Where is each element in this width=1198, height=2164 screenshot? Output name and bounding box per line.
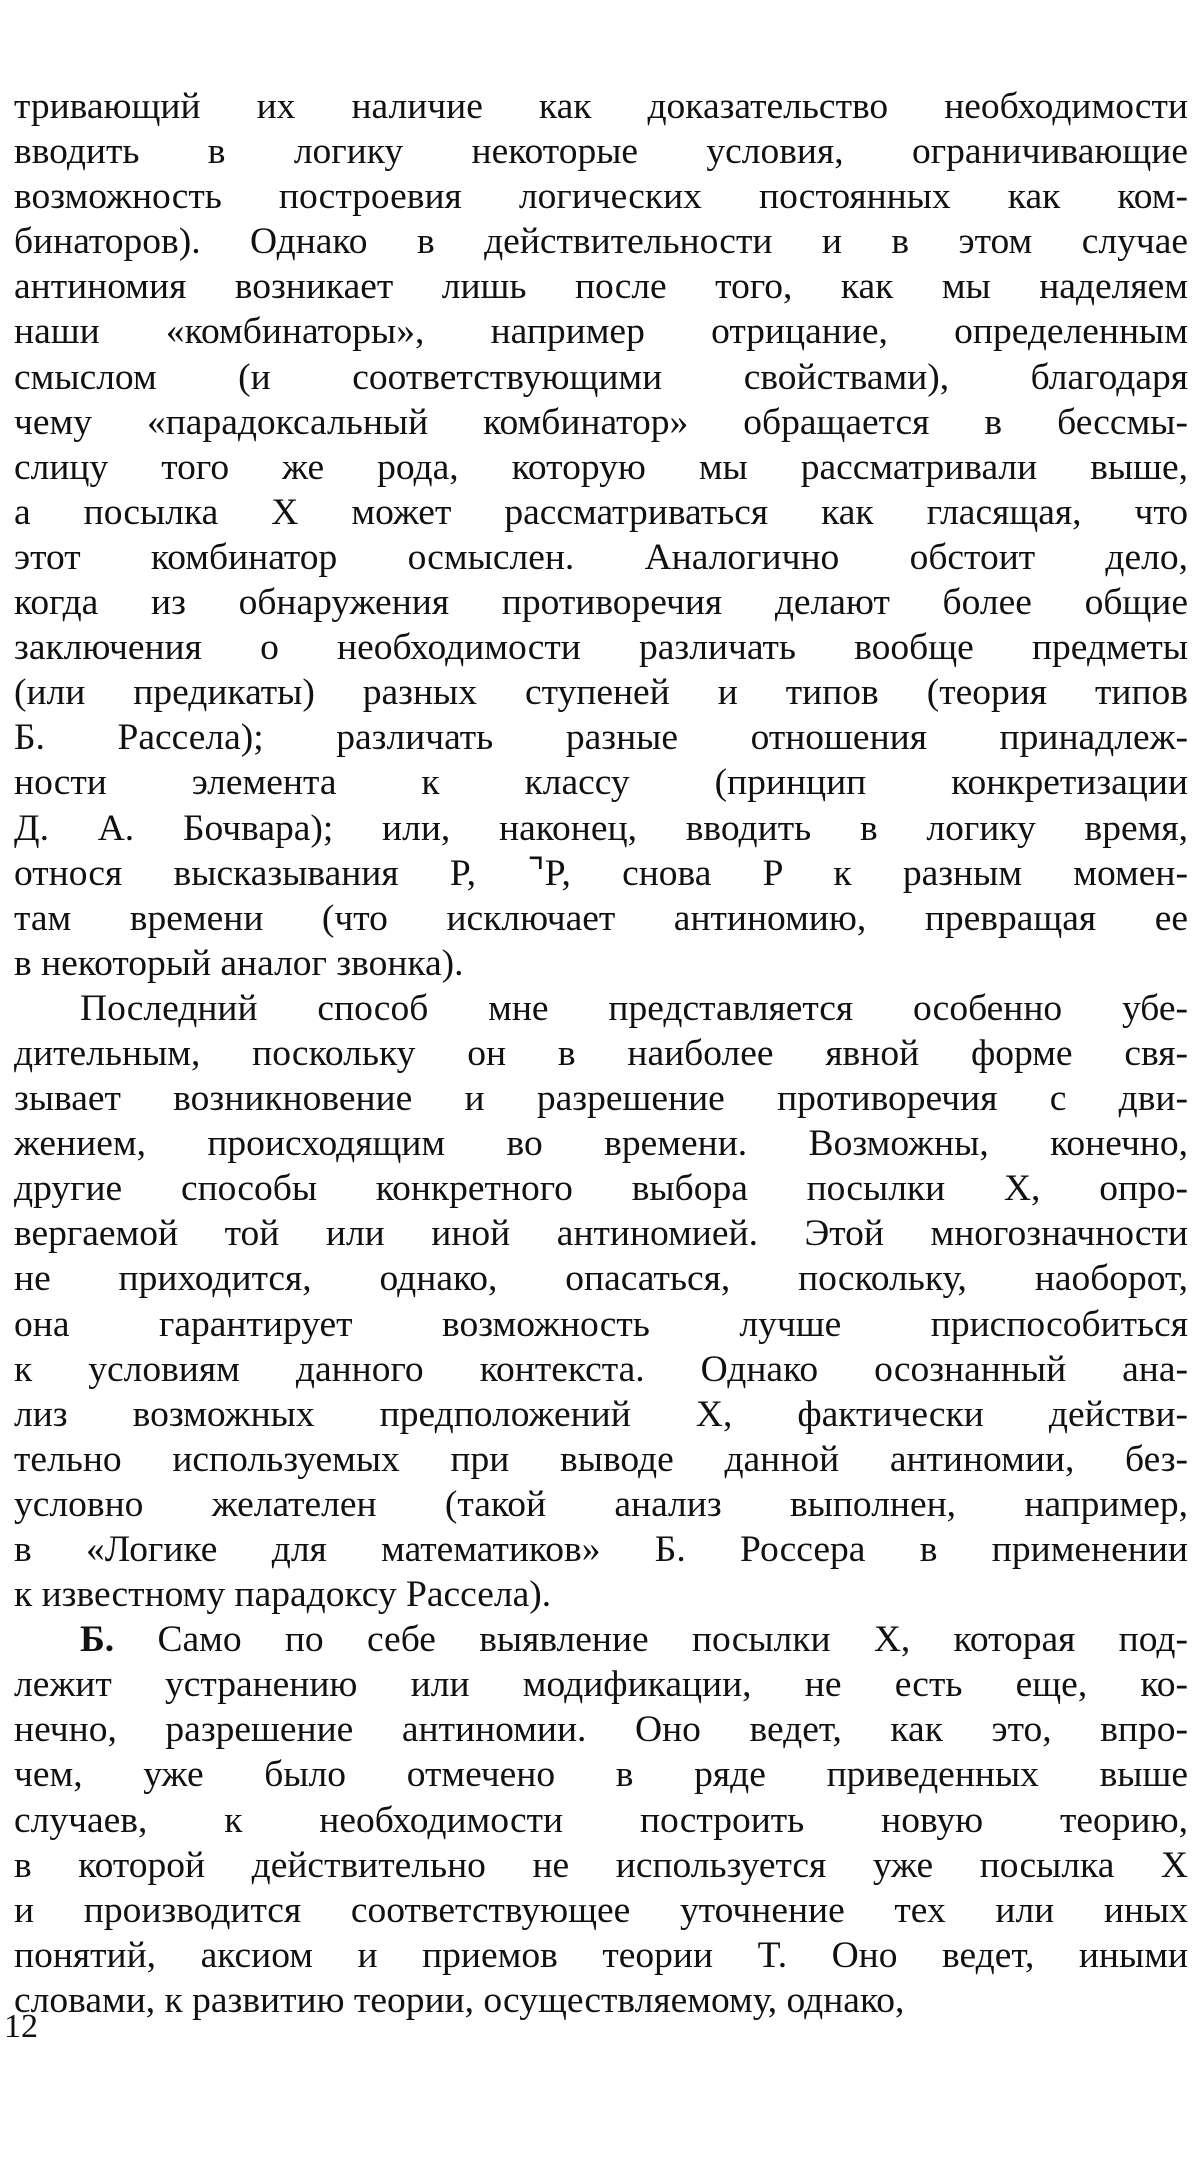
text-line: понятий, аксиом и приемов теории T. Оно ведет, иными [14,1934,1188,1976]
page-body [14,84,1188,2023]
text-line: этот комбинатор осмыслен. Аналогично обстоит дело, [14,536,1188,578]
text-line: случаев, к необходимости построить новую теорию, [14,1799,1188,1841]
text-line: чему «парадоксальный комбинатор» обращается в бессмы- [14,401,1188,443]
text-line: дительным, поскольку он в наиболее явной форме свя- [14,1032,1188,1074]
text-line: в «Логике для математиков» Б. Россера в применении [14,1529,1188,1570]
text-line: (или предикаты) разных ступеней и типов (теория типов [14,672,1188,714]
text-line: наши «комбинаторы», например отрицание, определенным [14,311,1188,353]
text-line: Д. А. Бочвара); или, наконец, вводить в логику время, [14,807,1188,849]
text-line: словами, к развитию теории, осуществляемому, однако, [14,1979,905,2021]
text-line: антиномия возникает лишь после того, как мы наделяем [14,266,1188,308]
page-number: 12 [4,2008,38,2045]
text-line: к условиям данного контекста. Однако осознанный ана- [14,1348,1188,1390]
text-line: а посылка X может рассматриваться как гласящая, что [14,491,1188,533]
text-line: лиз возможных предположений X, фактически действи- [14,1393,1188,1435]
text-line: Б. Рассела); различать разные отношения принадлеж- [14,717,1188,759]
text-line: заключения о необходимости различать вообще предметы [14,627,1188,669]
text-line: тельно используемых при выводе данной антиномии, без- [14,1438,1188,1480]
paragraph-1 [14,84,1188,986]
section-letter: Б. [80,1619,115,1661]
paragraph-3 [14,1617,1188,2023]
text-line: в некоторый аналог звонка). [14,942,464,984]
text-line: относя высказывания P, ⌝P, снова P к разным момен- [14,852,1188,894]
text-line: смыслом (и соответствующими свойствами), благодаря [14,356,1188,398]
text-line: и производится соответствующее уточнение тех или иных [14,1889,1188,1931]
text-line: нечно, разрешение антиномии. Оно ведет, как это, впро- [14,1709,1188,1751]
text-line-rest: Само по себе выявление посылки X, которая под- [114,1619,1188,1661]
text-line: бинаторов). Однако в действительности и в этом случае [14,221,1188,263]
text-line: она гарантирует возможность лучше приспособиться [14,1303,1188,1345]
text-line: зывает возникновение и разрешение противоречия с дви- [14,1078,1188,1120]
text-line: ности элемента к классу (принцип конкретизации [14,762,1188,804]
text-line: не приходится, однако, опасаться, поскольку, наоборот, [14,1258,1188,1300]
text-line: вводить в логику некоторые условия, ограничивающие [14,131,1188,173]
text-line: другие способы конкретного выбора посылки X, опро- [14,1168,1188,1210]
text-line: слицу того же рода, которую мы рассматривали выше, [14,446,1188,488]
text-line: лежит устранению или модификации, не есть еще, ко- [14,1664,1188,1706]
text-line [14,1617,1188,1662]
text-line: когда из обнаружения противоречия делают более общие [14,582,1188,624]
paragraph-2 [14,986,1188,1617]
text-line: возможность построевия логических постоянных как ком- [14,176,1188,218]
text-line: чем, уже было отмечено в ряде приведенных выше [14,1754,1188,1796]
text-line: жением, происходящим во времени. Возможны, конечно, [14,1123,1188,1165]
text-line: тривающий их наличие как доказательство необходимости [14,86,1188,127]
text-line: Последний способ мне представляется особенно убе- [80,987,1188,1029]
text-line: вергаемой той или иной антиномией. Этой многозначности [14,1213,1188,1255]
text-line: условно желателен (такой анализ выполнен, например, [14,1483,1188,1525]
text-line: к известному парадоксу Рассела). [14,1574,552,1616]
text-line: там времени (что исключает антиномию, превращая ее [14,897,1188,939]
text-line: в которой действительно не используется уже посылка X [14,1844,1188,1886]
